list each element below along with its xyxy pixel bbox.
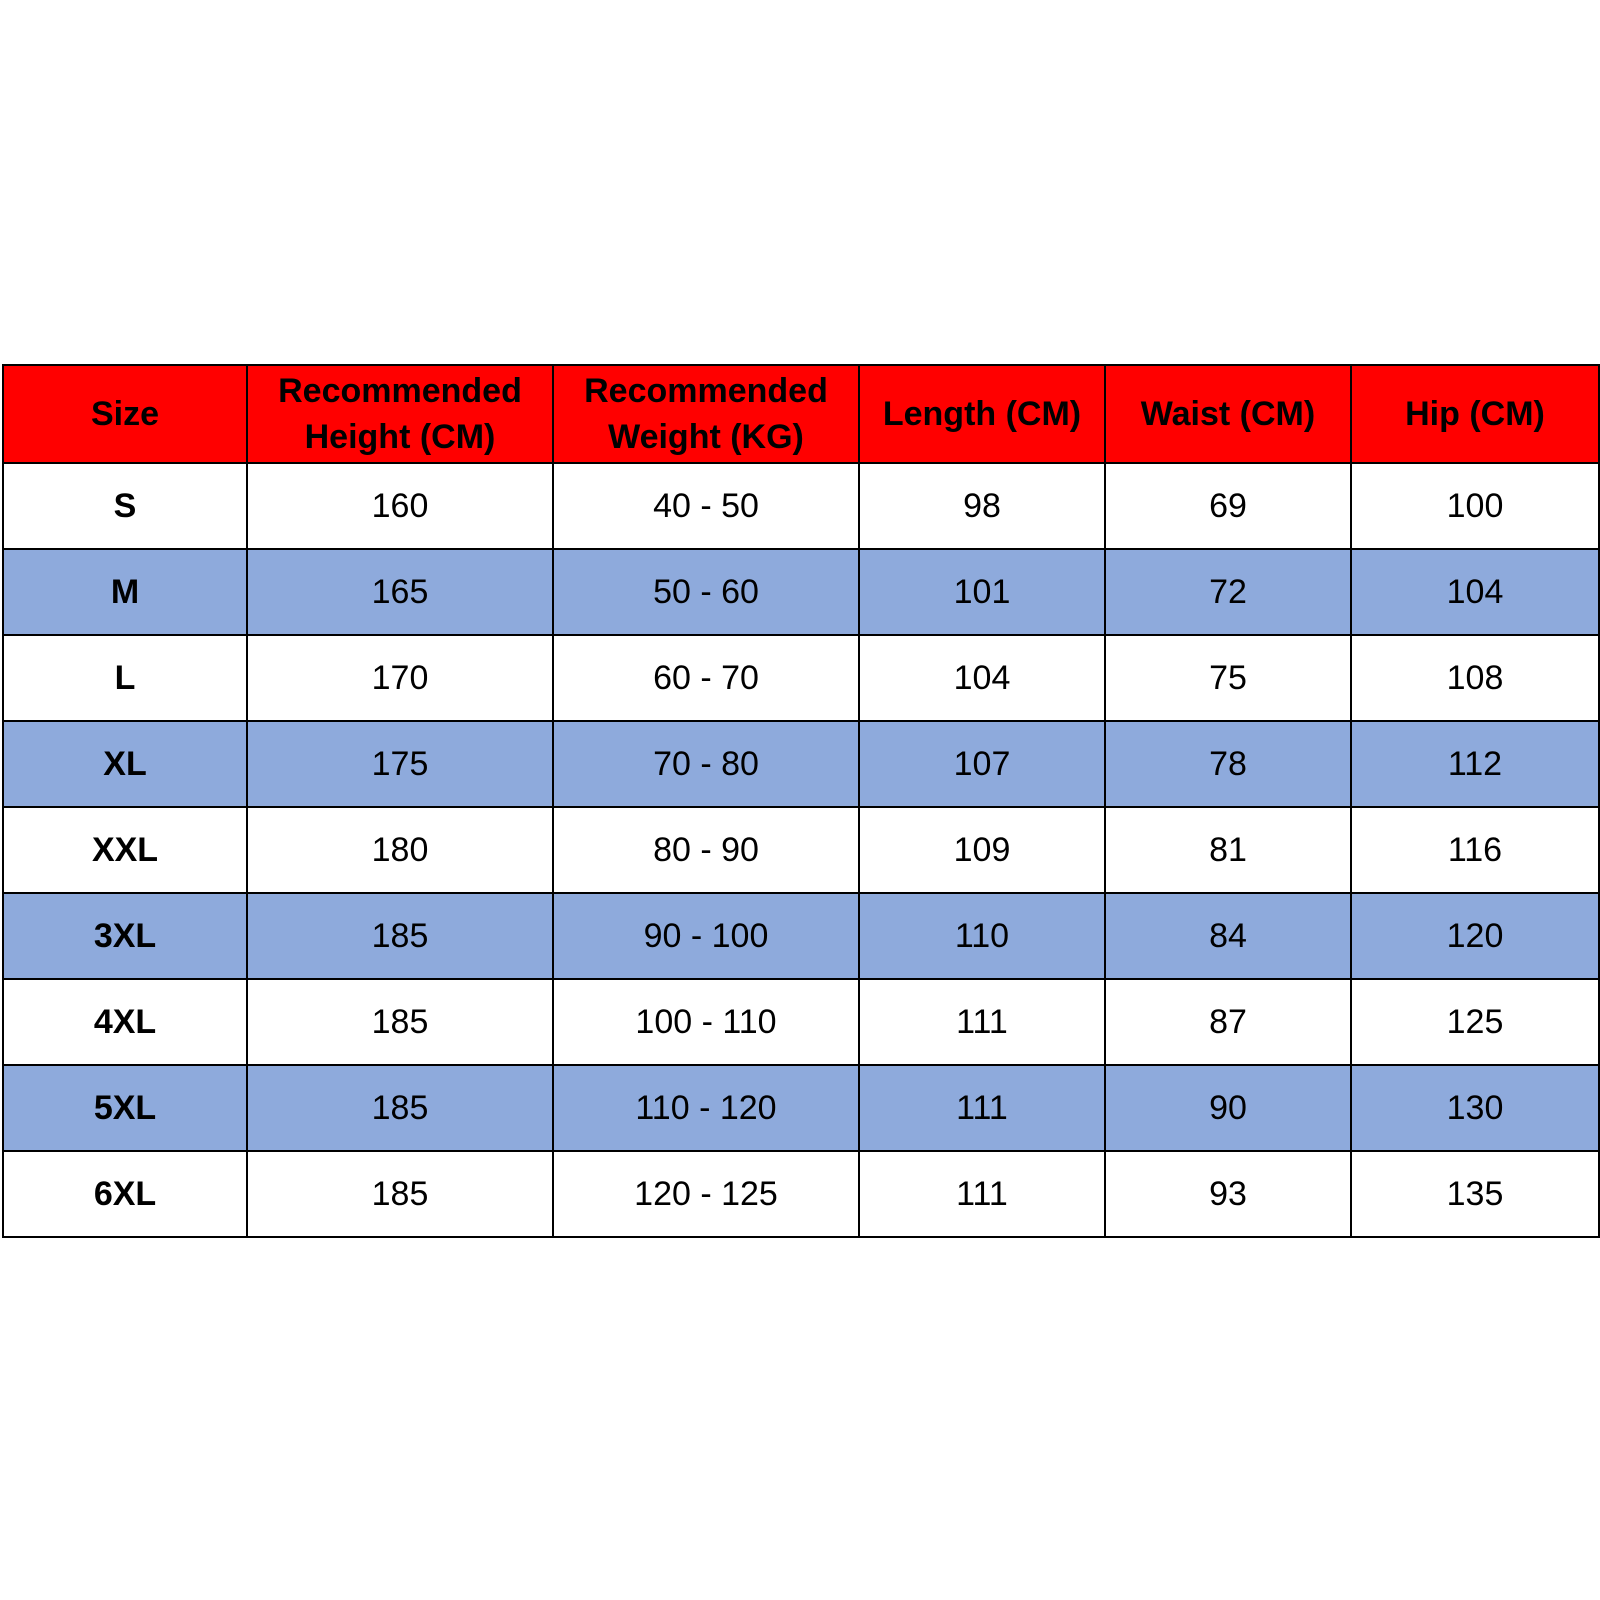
length-cell: 111 (859, 979, 1105, 1065)
weight-cell: 80 - 90 (553, 807, 859, 893)
length-cell: 101 (859, 549, 1105, 635)
length-cell: 110 (859, 893, 1105, 979)
table-row (3, 721, 1599, 807)
weight-cell: 120 - 125 (553, 1151, 859, 1237)
height-cell: 170 (247, 635, 553, 721)
weight-cell: 70 - 80 (553, 721, 859, 807)
header-waist: Waist (CM) (1105, 365, 1351, 463)
waist-cell: 69 (1105, 463, 1351, 549)
hip-cell: 112 (1351, 721, 1599, 807)
weight-cell: 100 - 110 (553, 979, 859, 1065)
header-recommended-height (247, 365, 553, 463)
weight-cell: 90 - 100 (553, 893, 859, 979)
size-cell: S (3, 463, 247, 549)
weight-cell: 110 - 120 (553, 1065, 859, 1151)
hip-cell: 120 (1351, 893, 1599, 979)
hip-cell: 100 (1351, 463, 1599, 549)
header-height-line-1: Recommended (278, 372, 522, 410)
size-cell: L (3, 635, 247, 721)
waist-cell: 81 (1105, 807, 1351, 893)
hip-cell: 104 (1351, 549, 1599, 635)
height-cell: 175 (247, 721, 553, 807)
size-cell: M (3, 549, 247, 635)
header-weight-line-2: Weight (KG) (608, 418, 804, 456)
hip-cell: 135 (1351, 1151, 1599, 1237)
height-cell: 160 (247, 463, 553, 549)
length-cell: 109 (859, 807, 1105, 893)
size-cell: XL (3, 721, 247, 807)
table-body (3, 463, 1599, 1237)
header-size: Size (3, 365, 247, 463)
weight-cell: 50 - 60 (553, 549, 859, 635)
height-cell: 185 (247, 893, 553, 979)
waist-cell: 93 (1105, 1151, 1351, 1237)
table-row (3, 1151, 1599, 1237)
header-height-line-2: Height (CM) (304, 418, 496, 456)
length-cell: 104 (859, 635, 1105, 721)
table-header (3, 365, 1599, 463)
height-cell: 185 (247, 979, 553, 1065)
weight-cell: 40 - 50 (553, 463, 859, 549)
header-length: Length (CM) (859, 365, 1105, 463)
waist-cell: 90 (1105, 1065, 1351, 1151)
height-cell: 185 (247, 1065, 553, 1151)
height-cell: 185 (247, 1151, 553, 1237)
size-cell: XXL (3, 807, 247, 893)
height-cell: 180 (247, 807, 553, 893)
table-row (3, 549, 1599, 635)
size-cell: 3XL (3, 893, 247, 979)
size-cell: 4XL (3, 979, 247, 1065)
waist-cell: 78 (1105, 721, 1351, 807)
header-weight-line-1: Recommended (584, 372, 828, 410)
table-row (3, 893, 1599, 979)
size-cell: 6XL (3, 1151, 247, 1237)
waist-cell: 75 (1105, 635, 1351, 721)
size-cell: 5XL (3, 1065, 247, 1151)
header-row (3, 365, 1599, 463)
hip-cell: 108 (1351, 635, 1599, 721)
waist-cell: 84 (1105, 893, 1351, 979)
length-cell: 111 (859, 1151, 1105, 1237)
hip-cell: 116 (1351, 807, 1599, 893)
waist-cell: 72 (1105, 549, 1351, 635)
length-cell: 98 (859, 463, 1105, 549)
table-row (3, 1065, 1599, 1151)
length-cell: 111 (859, 1065, 1105, 1151)
hip-cell: 130 (1351, 1065, 1599, 1151)
table-row (3, 635, 1599, 721)
hip-cell: 125 (1351, 979, 1599, 1065)
table-row (3, 463, 1599, 549)
length-cell: 107 (859, 721, 1105, 807)
weight-cell: 60 - 70 (553, 635, 859, 721)
table-row (3, 979, 1599, 1065)
height-cell: 165 (247, 549, 553, 635)
table-row (3, 807, 1599, 893)
waist-cell: 87 (1105, 979, 1351, 1065)
header-recommended-weight (553, 365, 859, 463)
header-hip: Hip (CM) (1351, 365, 1599, 463)
size-chart-table (2, 364, 1600, 1238)
